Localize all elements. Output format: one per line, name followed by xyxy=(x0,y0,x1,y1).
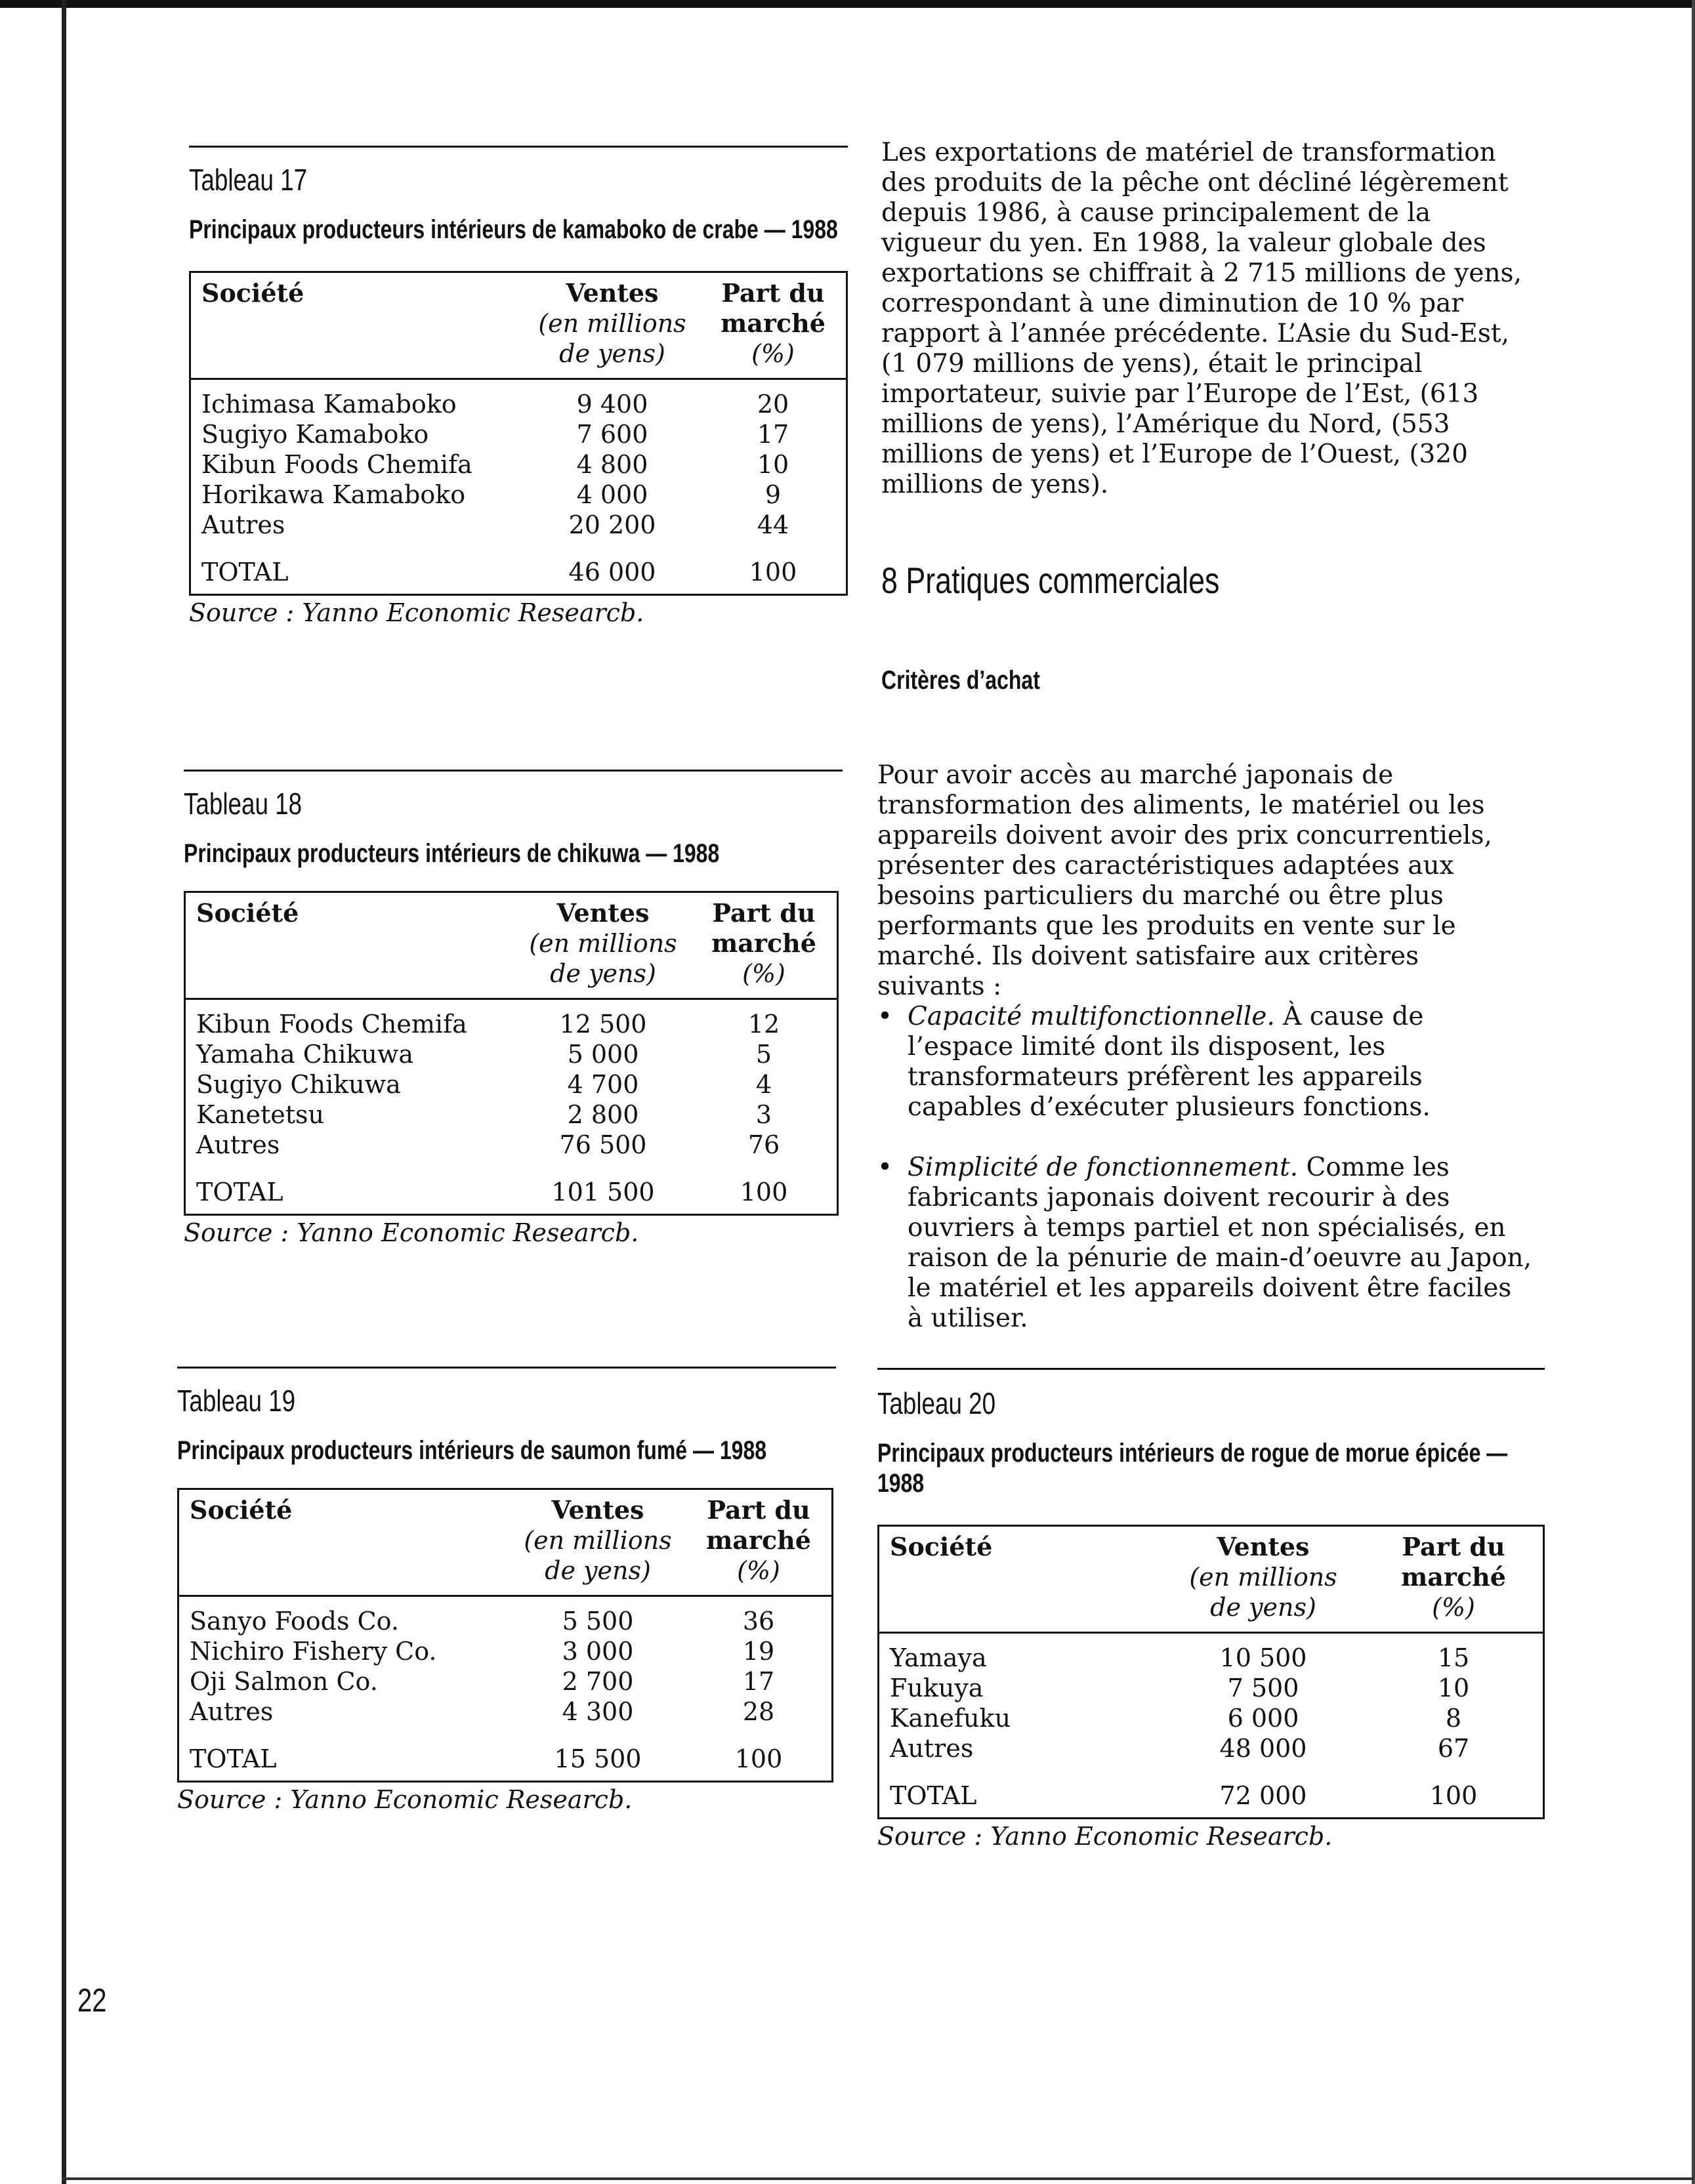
cell-company: Horikawa Kamaboko xyxy=(201,480,466,509)
table-row xyxy=(890,1673,1532,1703)
table-body xyxy=(186,1000,837,1214)
cell-share: 76 xyxy=(747,1130,780,1159)
table-20-rule xyxy=(877,1368,1545,1370)
header-share-1: Part du xyxy=(721,278,825,308)
header-sales xyxy=(514,278,711,369)
bullet-text: À cause de l’espace limité dont ils disposent, les transformateurs préfèrent les appareils capables d’exécuter plusieurs fonctions. xyxy=(908,1002,1431,1122)
header-sales-unit-1: (en millions xyxy=(538,309,686,338)
table-19-block xyxy=(177,1367,836,1814)
cell-sales: 2 800 xyxy=(567,1100,639,1129)
cell-sales: 10 500 xyxy=(1219,1643,1307,1672)
page-bottom-border xyxy=(62,2177,1695,2180)
header-share xyxy=(696,1495,821,1586)
table-header xyxy=(879,1527,1543,1634)
table-17-title: Tableau 17 xyxy=(189,163,308,197)
header-company: Société xyxy=(201,278,304,308)
table-body xyxy=(879,1634,1543,1817)
cell-sales: 12 500 xyxy=(559,1010,647,1039)
cell-total-share: 100 xyxy=(1429,1781,1478,1810)
cell-share: 19 xyxy=(742,1637,775,1666)
cell-share: 10 xyxy=(757,450,789,479)
table-row xyxy=(190,1606,821,1636)
intro-paragraph: Les exportations de matériel de transformation des produits de la pêche ont décliné légèrement depuis 1986, à cause principalement de la vigueur du yen. En 1988, la valeur globale des exportations se chiffrait à 2 715 millions de yens, correspondant à une diminution de 10 % par rapport à l’année précédente. L’Asie du Sud-Est, (1 079 millions de yens), était le principal importateur, suivie par l’Europe de l’Est, (613 millions de yens), l’Amérique du Nord, (553 millions de yens) et l’Europe de l’Ouest, (320 millions de yens). xyxy=(881,138,1522,499)
header-share-2: marché xyxy=(706,1525,811,1555)
cell-company: Ichimasa Kamaboko xyxy=(201,390,457,419)
table-header xyxy=(191,273,846,380)
header-sales-unit-2: de yens) xyxy=(1210,1593,1316,1622)
cell-total-label: TOTAL xyxy=(890,1781,977,1810)
cell-company: Kanetetsu xyxy=(196,1100,325,1129)
cell-company: Kibun Foods Chemifa xyxy=(196,1010,467,1039)
page-top-border xyxy=(0,0,1695,8)
table-row xyxy=(196,1130,826,1160)
cell-share: 17 xyxy=(742,1667,775,1696)
cell-company: Yamaya xyxy=(890,1643,987,1672)
cell-company: Kanefuku xyxy=(890,1704,1011,1733)
cell-share: 8 xyxy=(1445,1704,1462,1733)
cell-company: Yamaha Chikuwa xyxy=(196,1040,414,1069)
table-19-subtitle: Principaux producteurs intérieurs de saumon fumé — 1988 xyxy=(177,1436,767,1465)
header-share-1: Part du xyxy=(1402,1532,1505,1561)
cell-company: Autres xyxy=(890,1734,974,1763)
table-row xyxy=(201,419,835,449)
table-row xyxy=(890,1703,1532,1733)
cell-sales: 48 000 xyxy=(1219,1734,1307,1763)
cell-total-sales: 72 000 xyxy=(1219,1781,1307,1810)
cell-sales: 6 000 xyxy=(1227,1704,1299,1733)
table-total-row xyxy=(890,1781,1532,1811)
cell-company: Oji Salmon Co. xyxy=(190,1667,378,1696)
bullet-marker: • xyxy=(877,1153,893,1182)
header-sales-label: Ventes xyxy=(556,898,650,928)
cell-sales: 5 000 xyxy=(567,1040,639,1069)
header-sales-unit-2: de yens) xyxy=(550,959,656,988)
cell-sales: 76 500 xyxy=(559,1130,647,1159)
criteria-list xyxy=(877,1002,1534,1334)
page-right-border xyxy=(1692,0,1695,2184)
section-paragraph: Pour avoir accès au marché japonais de transformation des aliments, le matériel ou les appareils doivent avoir des prix concurrentiels, présenter des caractéristiques adaptées aux besoins particuliers du marché ou être plus performants que les produits en vente sur le marché. Ils doivent satisfaire aux critères suivants : xyxy=(877,760,1492,1001)
cell-company: Sugiyo Chikuwa xyxy=(196,1070,401,1099)
table-row xyxy=(196,1069,826,1100)
table-20-subtitle: Principaux producteurs intérieurs de rogue de morue épicée — 1988 xyxy=(877,1439,1508,1498)
cell-company: Nichiro Fishery Co. xyxy=(190,1637,437,1666)
header-share-2: marché xyxy=(711,928,816,958)
cell-sales: 5 500 xyxy=(562,1607,634,1636)
bullet-body xyxy=(908,1153,1534,1334)
header-sales-unit-1: (en millions xyxy=(524,1526,672,1555)
section-title: 8 Pratiques commerciales xyxy=(881,560,1220,601)
table-20-title: Tableau 20 xyxy=(877,1386,996,1420)
header-sales-unit-1: (en millions xyxy=(1189,1563,1337,1592)
page-number: 22 xyxy=(77,1982,107,2019)
bullet-term: Capacité multifonctionnelle. xyxy=(908,1002,1275,1031)
cell-share: 5 xyxy=(755,1040,772,1069)
cell-company: Sugiyo Kamaboko xyxy=(201,420,429,449)
table-total-row xyxy=(190,1744,821,1774)
table-19 xyxy=(177,1488,833,1782)
header-sales-unit-1: (en millions xyxy=(529,929,677,958)
cell-company: Fukuya xyxy=(890,1674,984,1702)
cell-sales: 4 000 xyxy=(576,480,648,509)
table-body xyxy=(179,1597,831,1781)
table-20-source: Source : Yanno Economic Researcb. xyxy=(877,1822,1333,1851)
header-sales xyxy=(505,898,701,989)
cell-company: Kibun Foods Chemifa xyxy=(201,450,472,479)
page-left-border xyxy=(62,0,66,2184)
bullet-marker: • xyxy=(877,1002,893,1031)
section-subtitle: Critères d’achat xyxy=(881,666,1040,695)
header-company: Société xyxy=(190,1495,293,1525)
cell-company: Autres xyxy=(190,1697,274,1726)
table-19-title: Tableau 19 xyxy=(177,1384,296,1418)
bullet-text: Comme les fabricants japonais doivent recourir à des ouvriers à temps partiel et non spécialisés, en raison de la pénurie de main-d’oeuvre au Japon, le matériel et les appareils doivent être faciles à utiliser. xyxy=(908,1153,1532,1333)
table-body xyxy=(191,380,846,594)
table-19-source: Source : Yanno Economic Researcb. xyxy=(177,1785,633,1814)
table-row xyxy=(196,1100,826,1130)
header-company: Société xyxy=(196,898,299,928)
cell-total-sales: 101 500 xyxy=(551,1178,655,1206)
header-sales-label: Ventes xyxy=(566,278,659,308)
cell-share: 36 xyxy=(742,1607,775,1636)
table-18-block xyxy=(184,770,843,1247)
cell-total-sales: 46 000 xyxy=(568,558,656,587)
table-row xyxy=(201,389,835,419)
cell-sales: 20 200 xyxy=(568,510,656,539)
table-20 xyxy=(877,1525,1545,1819)
cell-total-share: 100 xyxy=(749,558,797,587)
cell-total-sales: 15 500 xyxy=(554,1744,642,1773)
bullet-term: Simplicité de fonctionnement. xyxy=(908,1153,1299,1182)
table-19-rule xyxy=(177,1367,836,1369)
cell-share: 9 xyxy=(764,480,782,509)
header-share xyxy=(1375,1532,1532,1622)
table-row xyxy=(201,510,835,540)
list-item xyxy=(877,1002,1534,1123)
table-total-row xyxy=(201,557,835,587)
header-share-2: marché xyxy=(721,308,826,338)
cell-company: Sanyo Foods Co. xyxy=(190,1607,399,1636)
cell-share: 3 xyxy=(755,1100,772,1129)
cell-sales: 7 600 xyxy=(576,420,648,449)
cell-sales: 9 400 xyxy=(576,390,648,419)
cell-total-share: 100 xyxy=(740,1178,788,1206)
table-row xyxy=(196,1039,826,1069)
cell-total-label: TOTAL xyxy=(190,1744,277,1773)
table-row xyxy=(201,449,835,480)
header-sales xyxy=(1152,1532,1375,1622)
cell-sales: 3 000 xyxy=(562,1637,634,1666)
header-share-2: marché xyxy=(1401,1562,1506,1592)
cell-total-label: TOTAL xyxy=(201,558,289,587)
cell-company: Autres xyxy=(196,1130,280,1159)
cell-sales: 7 500 xyxy=(1227,1674,1299,1702)
header-share-unit: (%) xyxy=(742,959,785,988)
cell-company: Autres xyxy=(201,510,285,539)
table-header xyxy=(186,893,837,1000)
header-share-1: Part du xyxy=(707,1495,810,1525)
table-17-rule xyxy=(189,146,848,148)
header-share-unit: (%) xyxy=(1432,1593,1475,1622)
table-18-subtitle: Principaux producteurs intérieurs de chikuwa — 1988 xyxy=(184,839,720,868)
cell-share: 44 xyxy=(757,510,789,539)
table-17-block xyxy=(189,146,848,627)
header-share-unit: (%) xyxy=(737,1556,780,1585)
cell-share: 67 xyxy=(1437,1734,1470,1763)
table-row xyxy=(890,1733,1532,1763)
table-row xyxy=(190,1636,821,1666)
table-header xyxy=(179,1490,831,1597)
cell-share: 17 xyxy=(757,420,789,449)
table-total-row xyxy=(196,1177,826,1207)
table-18-rule xyxy=(184,770,843,772)
header-share-1: Part du xyxy=(712,898,816,928)
cell-sales: 2 700 xyxy=(562,1667,634,1696)
header-sales-label: Ventes xyxy=(551,1495,644,1525)
header-share xyxy=(701,898,826,989)
table-row xyxy=(190,1697,821,1727)
cell-share: 12 xyxy=(747,1010,780,1039)
table-18-title: Tableau 18 xyxy=(184,787,303,821)
table-20-block xyxy=(877,1368,1545,1851)
cell-share: 20 xyxy=(757,390,789,419)
cell-sales: 4 300 xyxy=(562,1697,634,1726)
cell-sales: 4 700 xyxy=(567,1070,639,1099)
table-18 xyxy=(184,891,839,1216)
table-row xyxy=(890,1643,1532,1673)
cell-share: 28 xyxy=(742,1697,775,1726)
header-sales-unit-2: de yens) xyxy=(559,339,665,368)
list-item xyxy=(877,1153,1534,1334)
table-17 xyxy=(189,271,848,596)
header-sales-label: Ventes xyxy=(1217,1532,1310,1561)
table-18-source: Source : Yanno Economic Researcb. xyxy=(184,1218,639,1247)
table-row xyxy=(196,1009,826,1039)
cell-share: 4 xyxy=(755,1070,772,1099)
cell-sales: 4 800 xyxy=(576,450,648,479)
table-17-subtitle: Principaux producteurs intérieurs de kamaboko de crabe — 1988 xyxy=(189,215,838,244)
cell-total-share: 100 xyxy=(734,1744,783,1773)
cell-total-label: TOTAL xyxy=(196,1178,283,1206)
cell-share: 10 xyxy=(1437,1674,1470,1702)
table-row xyxy=(190,1666,821,1697)
cell-share: 15 xyxy=(1437,1643,1470,1672)
header-company: Société xyxy=(890,1532,993,1561)
header-share xyxy=(711,278,835,369)
bullet-body xyxy=(908,1002,1534,1123)
header-share-unit: (%) xyxy=(751,339,795,368)
header-sales xyxy=(499,1495,696,1586)
table-row xyxy=(201,480,835,510)
header-sales-unit-2: de yens) xyxy=(545,1556,651,1585)
table-17-source: Source : Yanno Economic Researcb. xyxy=(189,598,644,627)
